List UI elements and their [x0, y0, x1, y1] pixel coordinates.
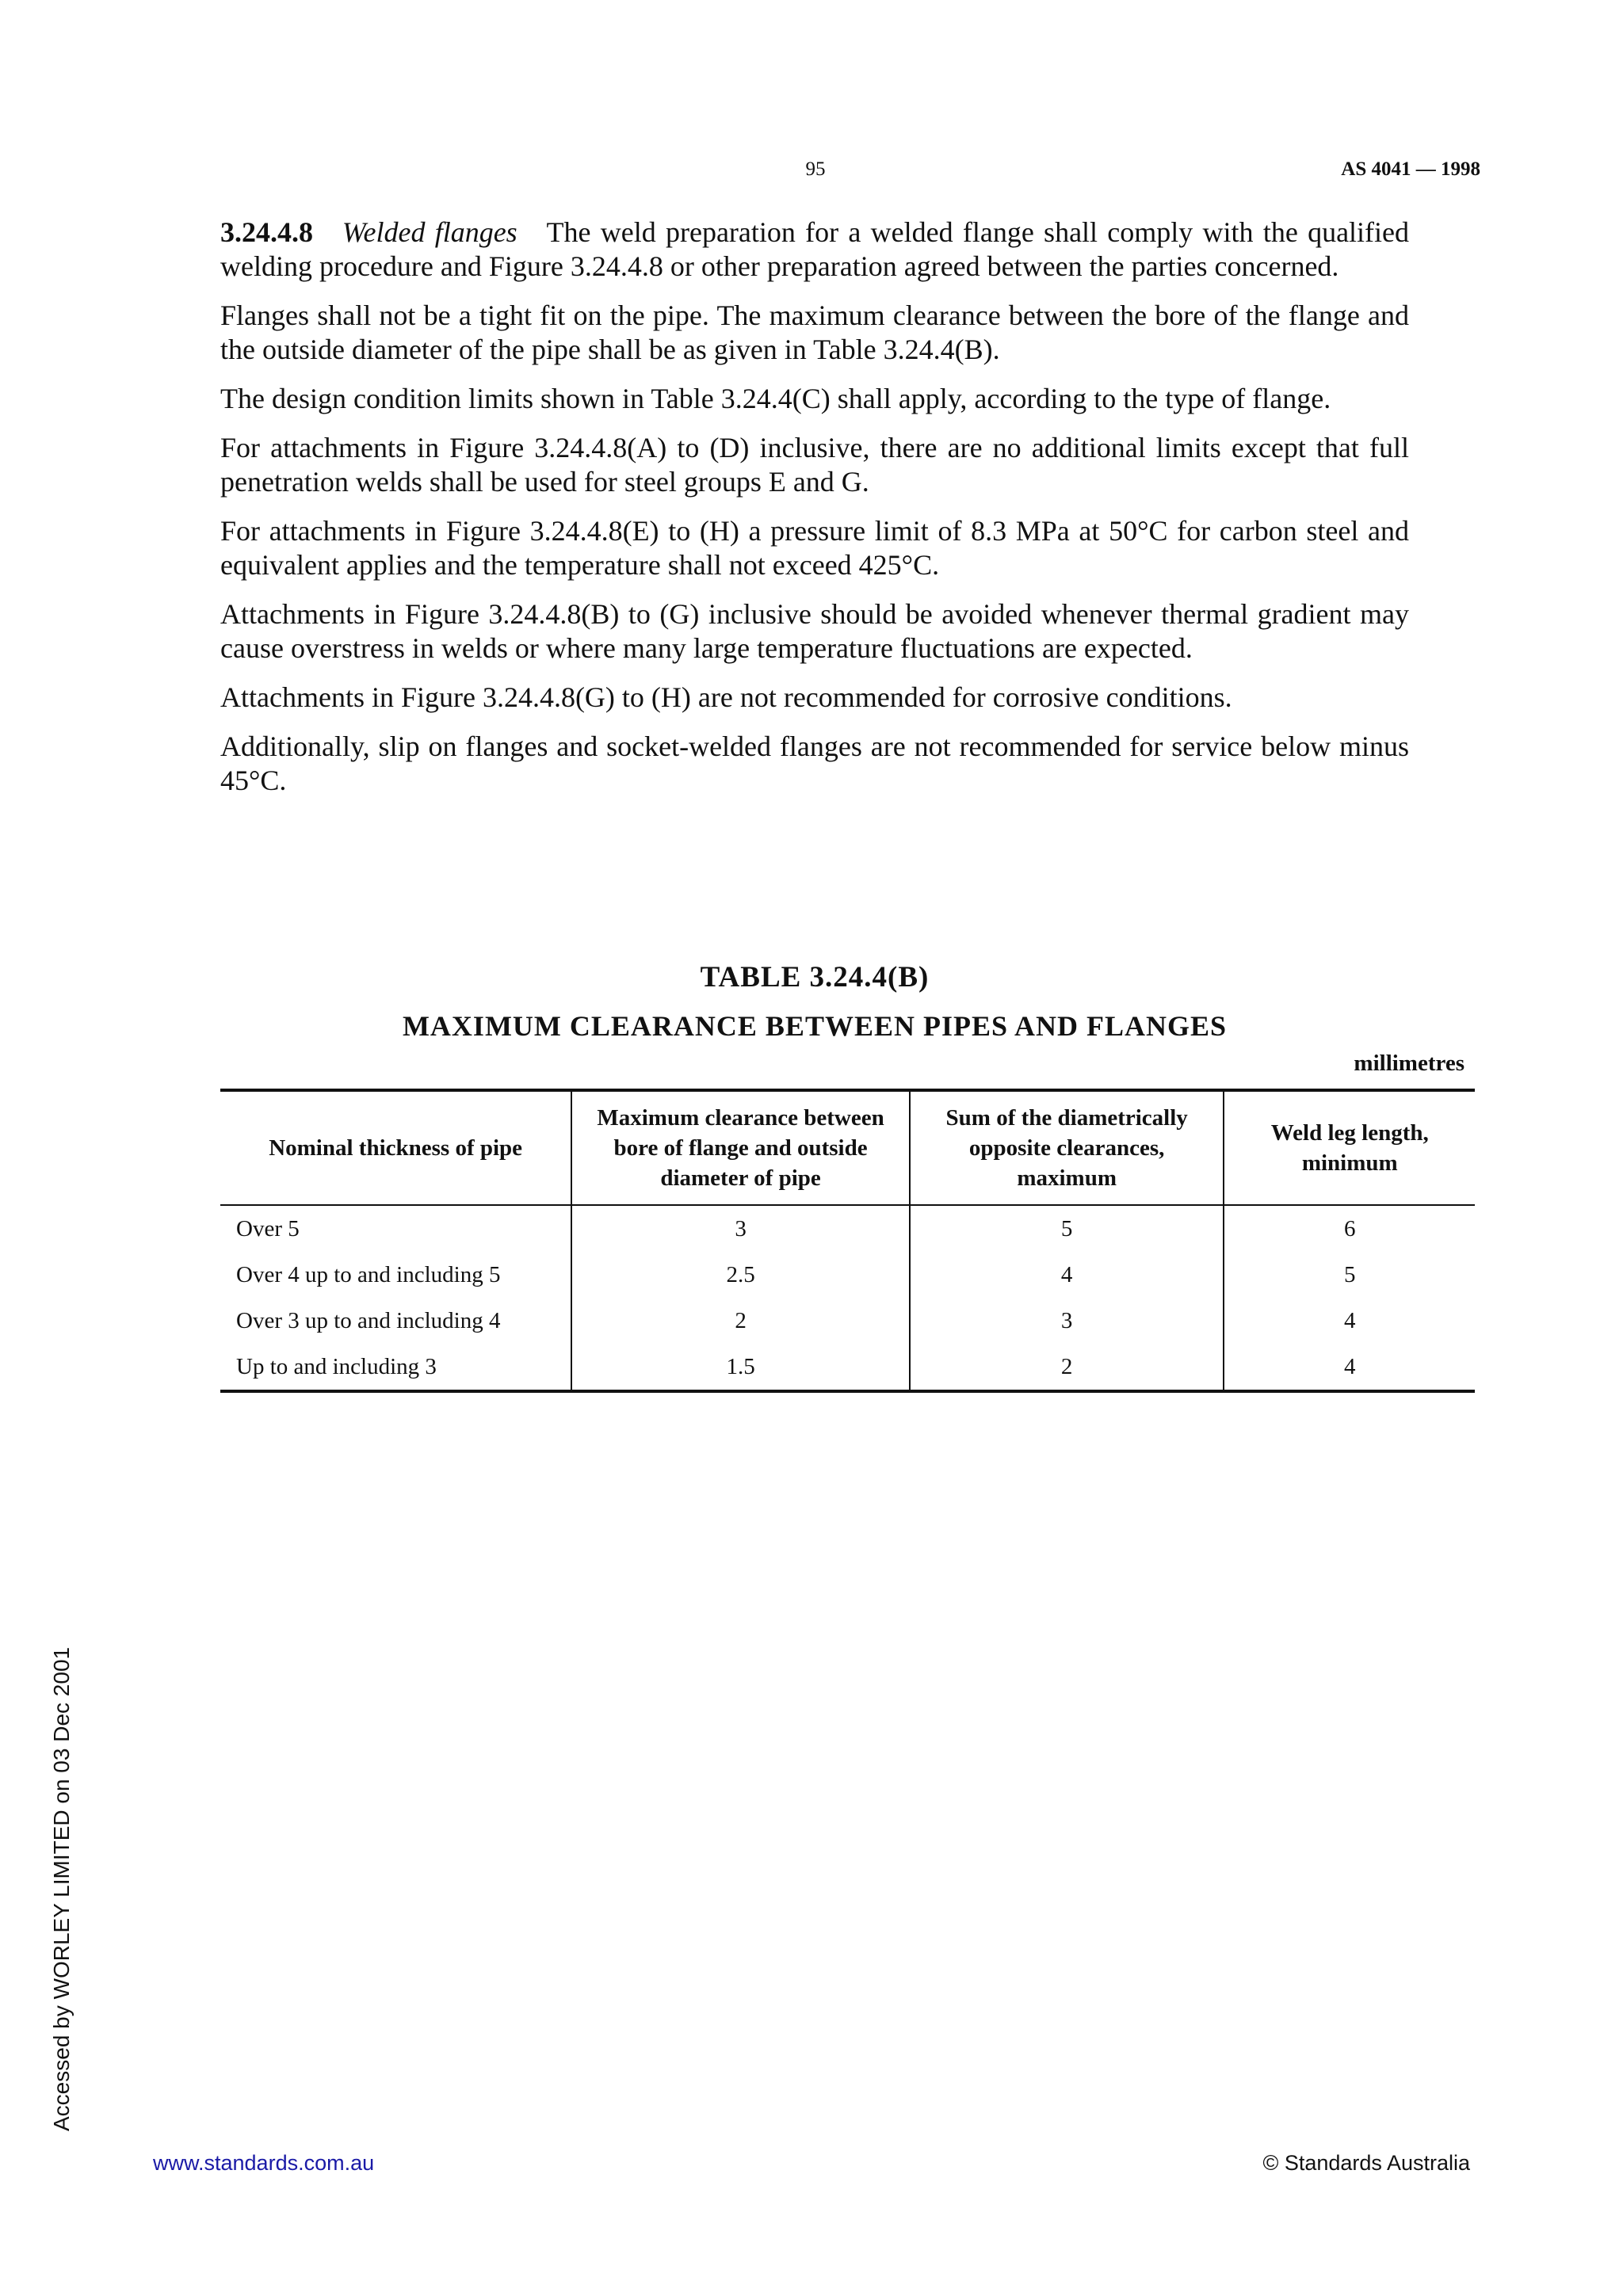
paragraph: Flanges shall not be a tight fit on the pipe. The maximum clearance between the bore of the flange and the outside diameter of the pipe shall be as given in Table 3.24.4(B).: [220, 299, 1409, 365]
table-title: MAXIMUM CLEARANCE BETWEEN PIPES AND FLANGES: [402, 1010, 1228, 1042]
table-cell: 2: [910, 1344, 1224, 1391]
table-cell: 5: [1224, 1252, 1475, 1298]
table-units: millimetres: [1354, 1051, 1465, 1076]
table-cell: 2: [571, 1298, 910, 1344]
paragraph: For attachments in Figure 3.24.4.8(A) to (D) inclusive, there are no additional limits except that full penetration welds shall be used for steel groups E and G.: [220, 432, 1409, 498]
website-link[interactable]: www.standards.com.au: [153, 2151, 375, 2175]
clearance-table: [220, 1089, 1475, 1393]
clause-number: 3.24.4.8: [220, 216, 313, 248]
paragraph: The design condition limits shown in Table 3.24.4(C) shall apply, according to the type of flange.: [220, 383, 1331, 414]
paragraph: Attachments in Figure 3.24.4.8(G) to (H) are not recommended for corrosive conditions.: [220, 681, 1232, 713]
table-cell: 3: [571, 1205, 910, 1252]
paragraph-text: The weld preparation for a welded flange shall comply with the qualified welding procedure and Figure 3.24.4.8 or other preparation agreed between the parties concerned.: [220, 216, 1410, 282]
column-header: Maximum clearance between bore of flange and outside diameter of pipe: [571, 1090, 910, 1205]
table-cell: Over 3 up to and including 4: [236, 1307, 501, 1333]
table-cell: 5: [910, 1205, 1224, 1252]
table-cell: Over 5: [236, 1215, 300, 1241]
table-cell: Over 4 up to and including 5: [236, 1261, 501, 1287]
table-cell: 2.5: [571, 1252, 910, 1298]
copyright-notice: © Standards Australia: [1262, 2151, 1470, 2175]
table-cell: 6: [1224, 1205, 1475, 1252]
clause-paragraph: [220, 215, 1409, 284]
table-cell: 4: [910, 1252, 1224, 1298]
column-header: Nominal thickness of pipe: [220, 1090, 571, 1205]
paragraph: Attachments in Figure 3.24.4.8(B) to (G) inclusive should be avoided whenever thermal gradient may cause overstress in welds or where many large temperature fluctuations are expected.: [220, 598, 1409, 664]
table-caption: TABLE 3.24.4(B): [700, 961, 930, 994]
table-cell: 4: [1224, 1344, 1475, 1391]
column-header: Weld leg length, minimum: [1224, 1090, 1475, 1205]
table-cell: 3: [910, 1298, 1224, 1344]
column-header: Sum of the diametrically opposite clearances, maximum: [910, 1090, 1224, 1205]
table-row: [220, 1298, 1475, 1344]
paragraph: For attachments in Figure 3.24.4.8(E) to (H) a pressure limit of 8.3 MPa at 50°C for carbon steel and equivalent applies and the temperature shall not exceed 425°C.: [220, 515, 1409, 581]
table-cell: 4: [1224, 1298, 1475, 1344]
page-number: 95: [805, 158, 826, 180]
table-row: [220, 1205, 1475, 1252]
table-row: [220, 1344, 1475, 1391]
access-watermark: Accessed by WORLEY LIMITED on 03 Dec 2001: [49, 1646, 74, 2131]
table-cell: Up to and including 3: [220, 1344, 571, 1391]
body-text: [220, 215, 1409, 813]
table-header-row: [220, 1090, 1475, 1205]
paragraph: Additionally, slip on flanges and socket-welded flanges are not recommended for service below minus 45°C.: [220, 730, 1409, 796]
standard-reference: AS 4041 — 1998: [1341, 158, 1480, 180]
clause-title: Welded flanges: [342, 216, 517, 248]
table-row: [220, 1252, 1475, 1298]
table-cell: 1.5: [571, 1344, 910, 1391]
